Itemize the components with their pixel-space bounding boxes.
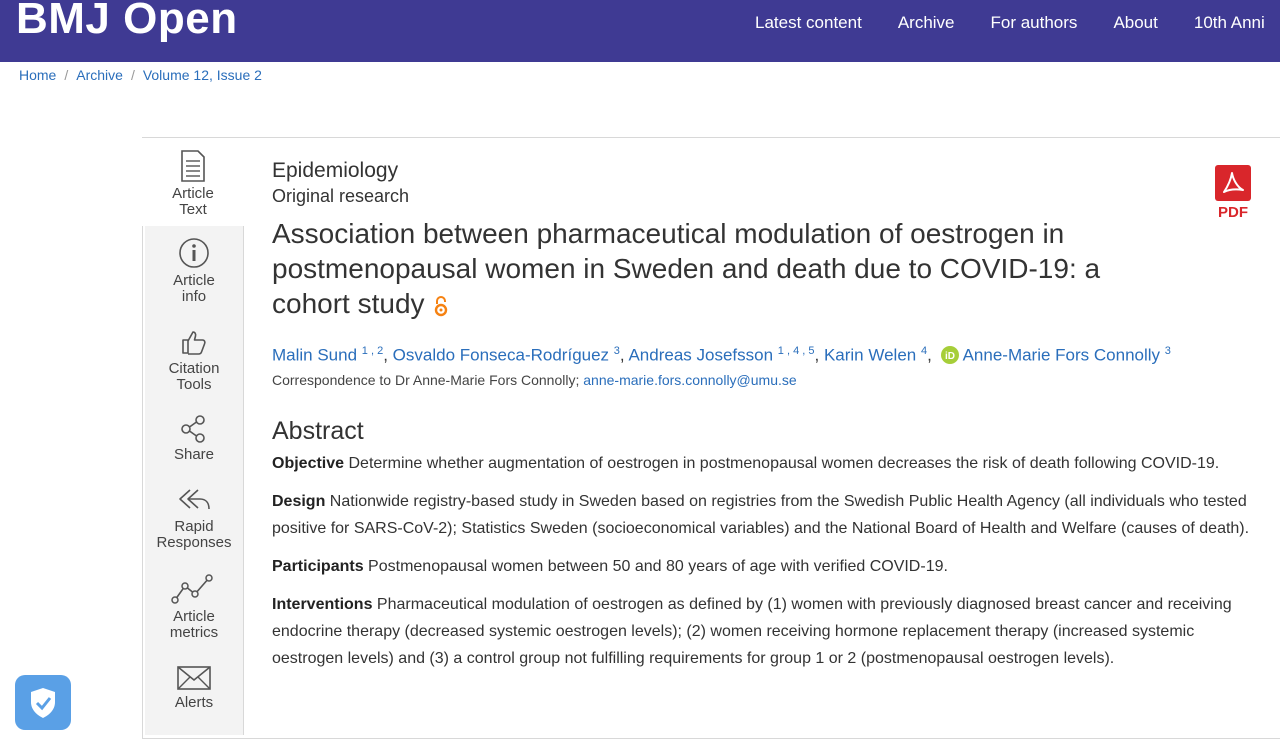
article-section: Epidemiology	[272, 159, 399, 182]
nav-for-authors[interactable]: For authors	[990, 13, 1078, 32]
tab-share[interactable]: Share	[145, 414, 243, 463]
nav-archive[interactable]: Archive	[897, 13, 955, 32]
breadcrumb-issue[interactable]: Volume 12, Issue 2	[142, 67, 262, 83]
line-chart-icon	[171, 572, 217, 606]
nav-10th-anniversary[interactable]: 10th Anni	[1193, 13, 1265, 32]
abstract-design: Design Nationwide registry-based study in Sweden based on registries from the Swedish Public Health Agency (all individuals who tested positive for SARS-CoV-2); Statistics Sweden (socioeconomical variables) and the National Board of Health and Welfare (causes of death).	[272, 492, 1250, 537]
author-affiliation[interactable]: 3	[1164, 345, 1171, 357]
correspondence-email[interactable]: anne-marie.fors.connolly@umu.se	[583, 371, 797, 388]
orcid-icon[interactable]	[941, 346, 959, 364]
main-nav	[737, 0, 1280, 48]
author-affiliation[interactable]: 4	[920, 345, 928, 357]
shield-check-icon	[15, 675, 71, 730]
author-link[interactable]: Anne-Marie Fors Connolly	[962, 345, 1161, 365]
share-icon	[178, 414, 210, 444]
tab-citation-tools[interactable]: Citation Tools	[145, 326, 243, 393]
info-icon	[177, 236, 211, 270]
tab-article-text[interactable]: Article Text	[142, 138, 244, 226]
privacy-shield-button[interactable]	[15, 675, 71, 730]
article-type: Original research	[272, 186, 410, 206]
svg-text:iD: iD	[944, 350, 955, 362]
abstract-heading: Abstract	[272, 416, 364, 445]
site-logo[interactable]: BMJ Open	[16, 0, 238, 43]
breadcrumb-separator: /	[64, 67, 69, 83]
nav-about[interactable]: About	[1113, 13, 1158, 32]
reply-all-icon	[176, 484, 212, 516]
document-icon	[179, 149, 207, 183]
author-link[interactable]: Malin Sund	[272, 345, 358, 365]
author-affiliation[interactable]: 1 , 4 , 5	[777, 345, 815, 357]
pdf-label: PDF	[1218, 204, 1248, 221]
author-link[interactable]: Karin Welen	[823, 345, 917, 365]
tab-article-info[interactable]: Article info	[145, 236, 243, 305]
envelope-icon	[176, 664, 212, 692]
article-title: Association between pharmaceutical modulation of oestrogen in postmenopausal women in Sweden and death due to COVID-19: a cohort study	[272, 218, 1101, 319]
abstract-objective: Objective Determine whether augmentation of oestrogen in postmenopausal women decreases the risk of death following COVID-19.	[272, 454, 1220, 472]
correspondence: Correspondence to Dr Anne-Marie Fors Connolly; anne-marie.fors.connolly@umu.se	[272, 371, 797, 388]
author-affiliation[interactable]: 1 , 2	[361, 345, 384, 357]
article-content	[272, 158, 1267, 683]
abstract-interventions: Interventions Pharmaceutical modulation of oestrogen as defined by (1) women with previously diagnosed breast cancer and receiving endocrine therapy (decreased systemic oestrogen levels); (2) women receiving hormone replacement therapy (increased systemic oestrogen levels) and (3) a control group not fulfilling requirements for group 1 or 2 (postmenopausal oestrogen levels).	[272, 595, 1232, 667]
breadcrumb-archive[interactable]: Archive	[76, 67, 123, 83]
author-affiliation[interactable]: 3	[613, 345, 620, 357]
abstract-participants: Participants Postmenopausal women between 50 and 80 years of age with verified COVID-19.	[272, 557, 948, 575]
tab-alerts[interactable]: Alerts	[145, 664, 243, 711]
breadcrumb	[19, 67, 262, 83]
breadcrumb-separator: /	[130, 67, 135, 83]
tab-rapid-responses[interactable]: Rapid Responses	[145, 484, 243, 551]
author-link[interactable]: Osvaldo Fonseca-Rodríguez	[392, 345, 610, 365]
tab-article-metrics[interactable]: Article metrics	[145, 572, 243, 641]
open-access-icon	[433, 295, 449, 317]
breadcrumb-home[interactable]: Home	[19, 67, 57, 83]
nav-latest-content[interactable]: Latest content	[755, 13, 862, 32]
author-link[interactable]: Andreas Josefsson	[628, 345, 774, 365]
article-sidebar	[145, 226, 244, 735]
author-list: Malin Sund $^{1 , 2}$, Osvaldo Fonseca-Rodríguez $^3$, Andreas Josefsson $^{1 , 4 , 5}$, Karin Welen $^4$, iD Anne-Marie Fors Connolly $^3$	[272, 345, 1171, 365]
site-header	[0, 0, 1280, 62]
thumbs-up-icon	[178, 326, 210, 358]
